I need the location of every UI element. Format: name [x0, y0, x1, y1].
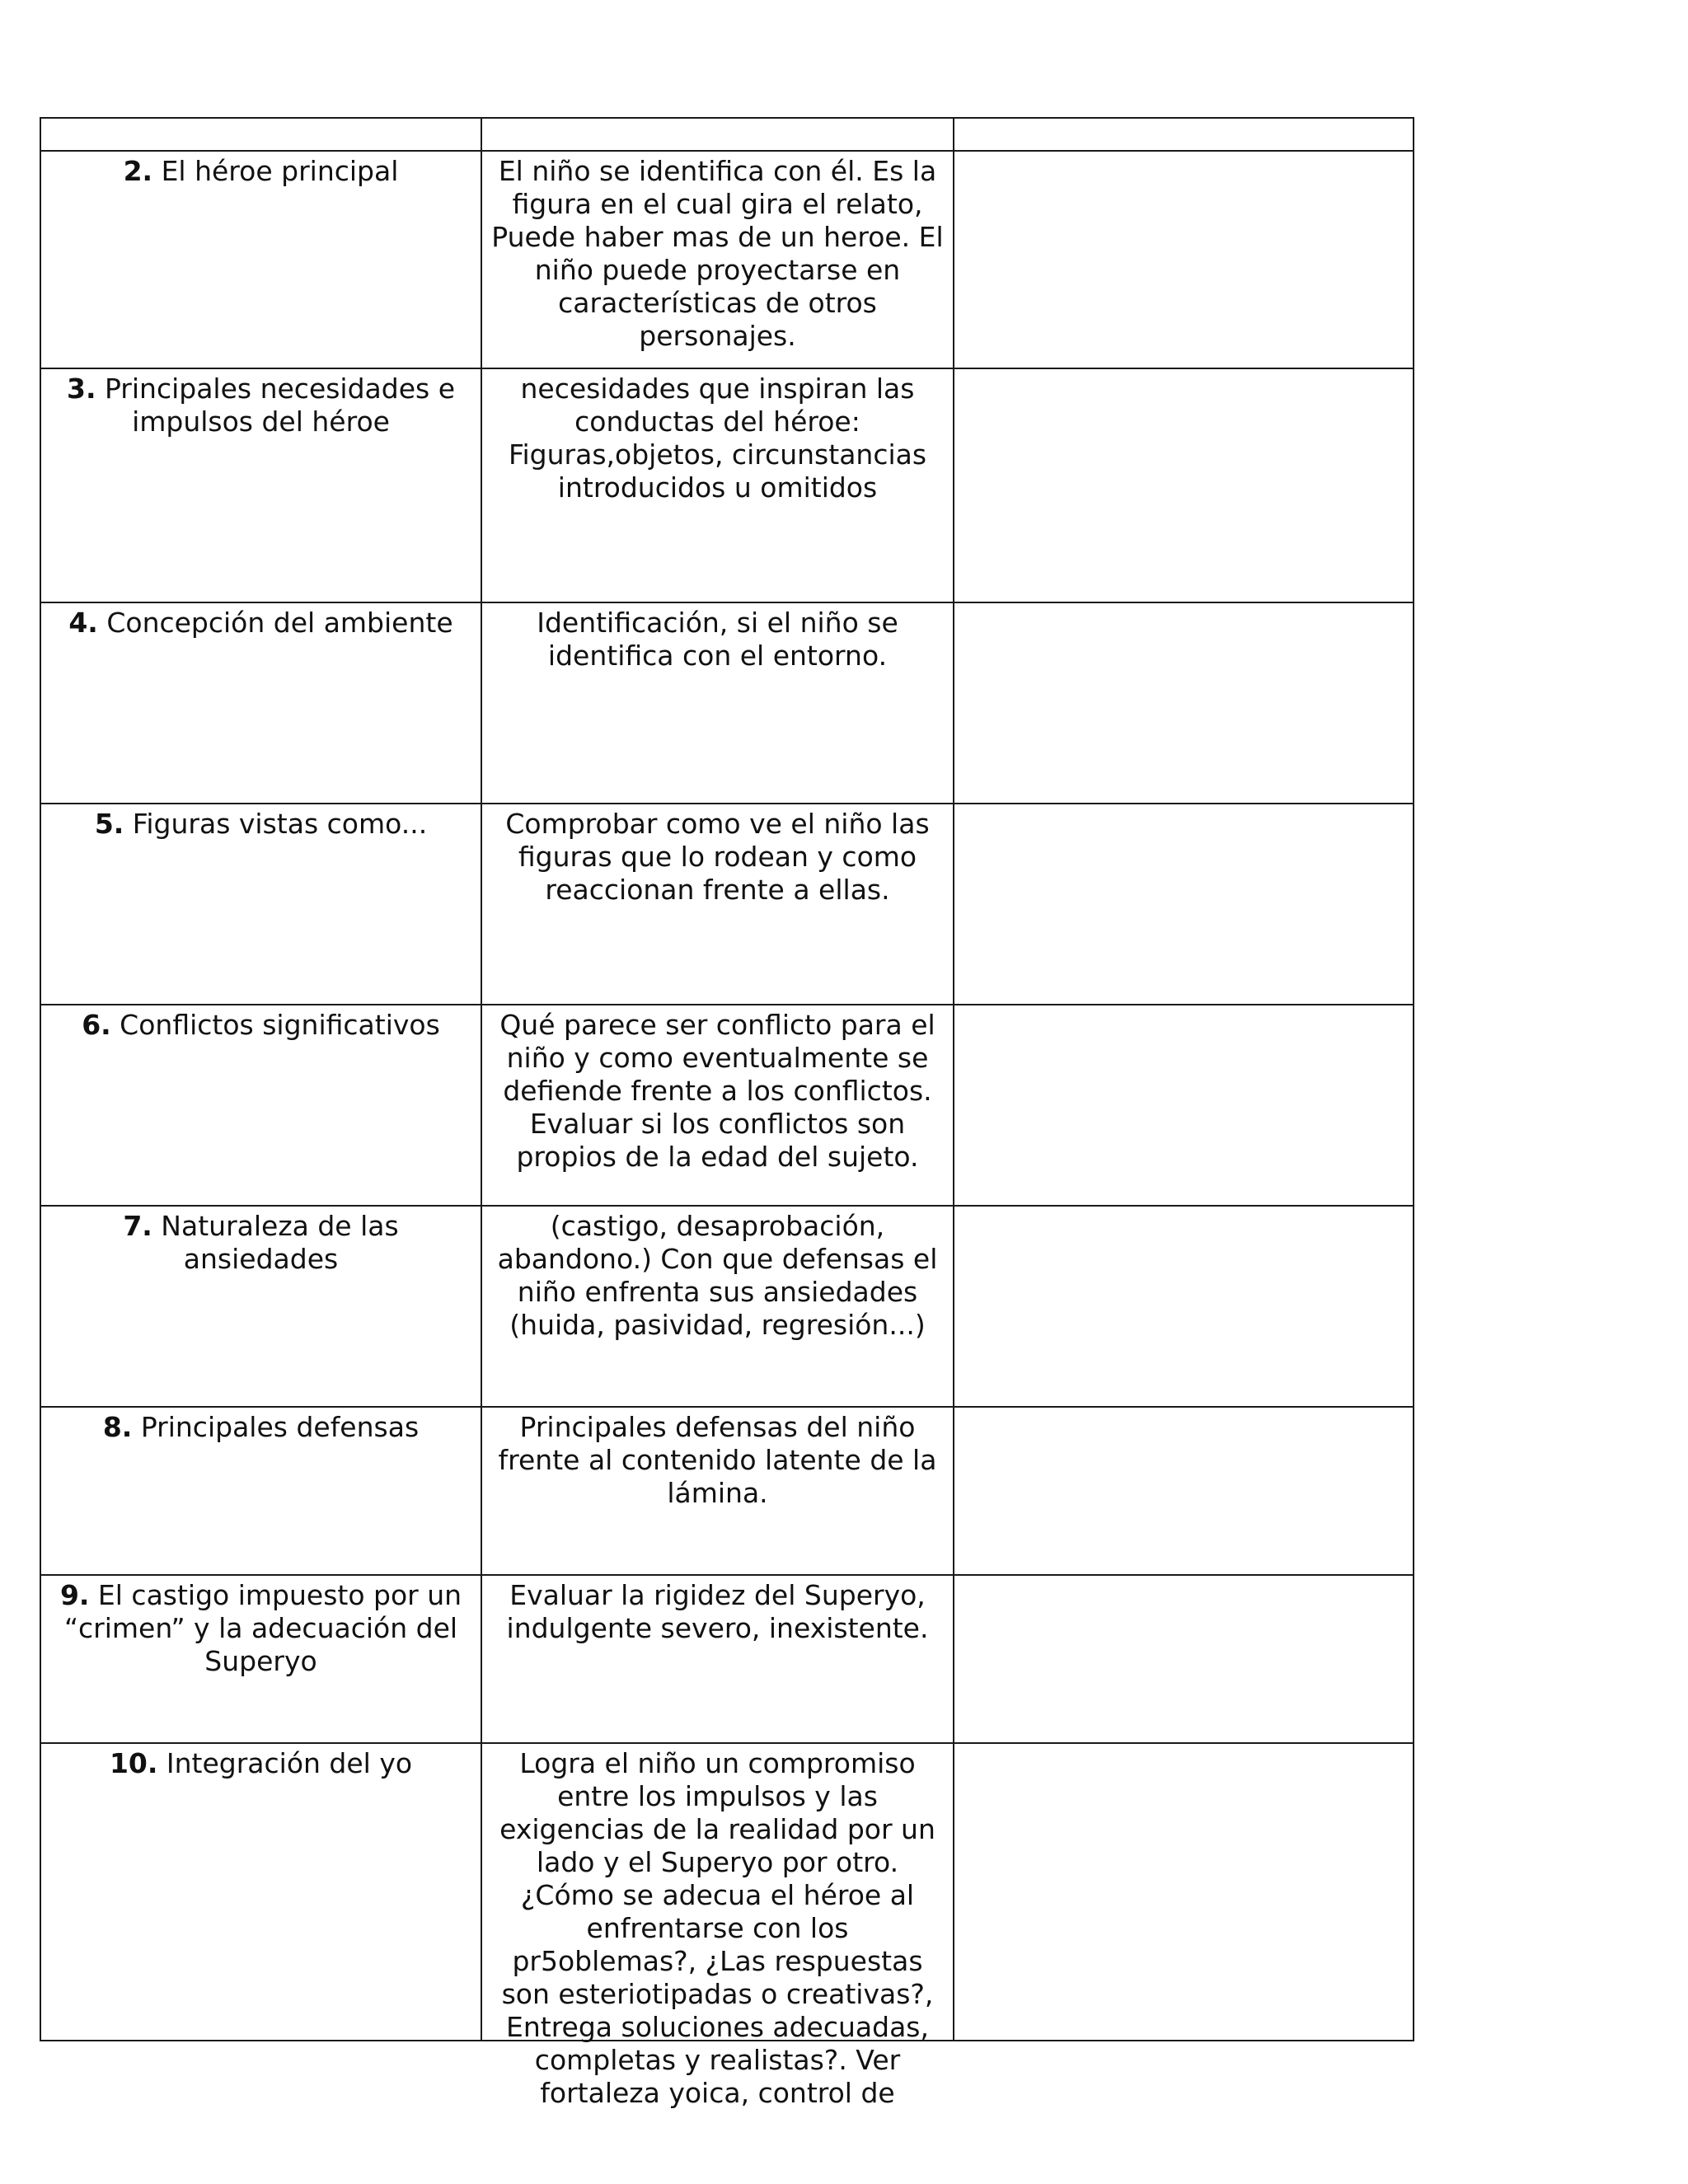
description-cell: Qué parece ser conflicto para el niño y como eventualmente se defiende frente a los conflictos. Evaluar si los conflictos son propios de la edad del sujeto. [481, 1005, 954, 1206]
topic-cell [40, 1005, 481, 1206]
item-number: 4. [68, 607, 98, 639]
item-number: 7. [123, 1210, 152, 1242]
description-text: Logra el niño un compromiso entre los impulsos y las exigencias de la realidad por un lado y el Superyo por otro. ¿Cómo se adecua el héroe al enfrentarse con los pr5oblemas?, ¿Las respuestas son esteriotipadas o creativas?, Entrega soluciones adecuadas, completas y realistas?. Ver fortaleza yoica, control de [499, 1747, 935, 2109]
topic-cell [40, 1206, 481, 1407]
item-number: 8. [102, 1411, 133, 1443]
header-cell-topic [40, 118, 481, 151]
table-row [40, 1407, 1414, 1575]
topic-cell [40, 804, 481, 1005]
topic-text: Principales necesidades e impulsos del héroe [96, 373, 456, 438]
topic-cell [40, 1407, 481, 1575]
notes-cell [954, 368, 1414, 602]
topic-text: Naturaleza de las ansiedades [152, 1210, 399, 1275]
item-number: 5. [94, 808, 124, 840]
header-cell-notes [954, 118, 1414, 151]
topic-text: El castigo impuesto por un “crimen” y la adecuación del Superyo [63, 1579, 462, 1677]
description-cell [481, 1743, 954, 2109]
topic-text: Integración del yo [157, 1747, 413, 1779]
item-number: 9. [59, 1579, 90, 1611]
notes-cell [954, 804, 1414, 1005]
topic-text: Principales defensas [132, 1411, 420, 1443]
table-row [40, 1575, 1414, 1743]
notes-cell [954, 1005, 1414, 1206]
table-row [40, 602, 1414, 804]
item-number: 2. [123, 155, 153, 187]
description-cell: Principales defensas del niño frente al contenido latente de la lámina. [481, 1407, 954, 1575]
description-cell: El niño se identifica con él. Es la figura en el cual gira el relato, Puede haber mas de un heroe. El niño puede proyectarse en características de otros personajes. [481, 151, 954, 368]
description-cell: Comprobar como ve el niño las figuras que lo rodean y como reaccionan frente a ellas. [481, 804, 954, 1005]
table-row [40, 1206, 1414, 1407]
notes-cell [954, 151, 1414, 368]
description-cell: necesidades que inspiran las conductas del héroe: Figuras,objetos, circunstancias introducidos u omitidos [481, 368, 954, 602]
table-row [40, 804, 1414, 1005]
topic-text: Figuras vistas como... [124, 808, 428, 840]
topic-cell [40, 1575, 481, 1743]
description-cell: Identificación, si el niño se identifica con el entorno. [481, 602, 954, 804]
item-number: 6. [82, 1009, 111, 1041]
table-header-row [40, 118, 1414, 151]
table-row [40, 368, 1414, 602]
item-number: 3. [66, 373, 96, 405]
analysis-table [40, 117, 1414, 2109]
notes-cell [954, 602, 1414, 804]
topic-text: El héroe principal [152, 155, 399, 187]
table-row [40, 1005, 1414, 1206]
notes-cell [954, 1743, 1414, 2041]
table-row [40, 1743, 1414, 2041]
notes-cell [954, 1206, 1414, 1407]
topic-text: Conflictos significativos [110, 1009, 440, 1041]
header-cell-description [481, 118, 954, 151]
description-cell: Evaluar la rigidez del Superyo, indulgente severo, inexistente. [481, 1575, 954, 1743]
description-cell: (castigo, desaprobación, abandono.) Con que defensas el niño enfrenta sus ansiedades (huida, pasividad, regresión...) [481, 1206, 954, 1407]
topic-cell [40, 1743, 481, 2041]
topic-cell [40, 602, 481, 804]
notes-cell [954, 1407, 1414, 1575]
notes-cell [954, 1575, 1414, 1743]
item-number: 10. [109, 1747, 158, 1779]
table-row [40, 151, 1414, 368]
topic-text: Concepción del ambiente [97, 607, 453, 639]
topic-cell [40, 151, 481, 368]
topic-cell [40, 368, 481, 602]
